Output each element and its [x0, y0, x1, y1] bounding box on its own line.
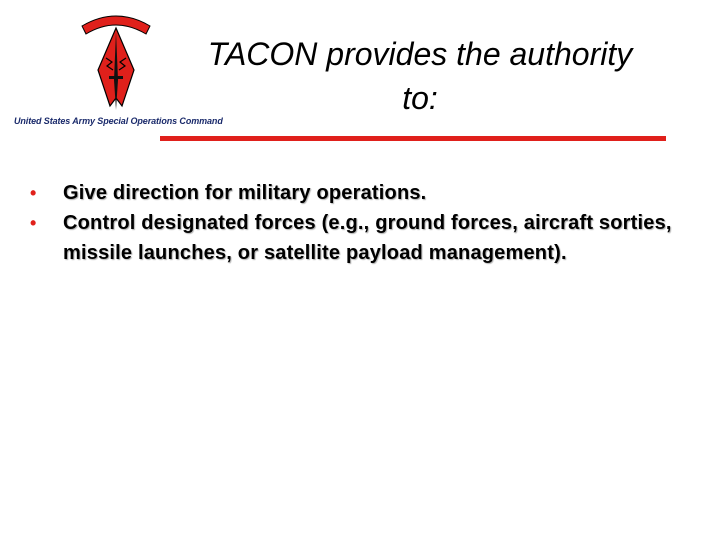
bullet-dot-icon: • [30, 183, 37, 203]
bullet-text: Give direction for military operations. [63, 182, 427, 204]
bullet-item [30, 208, 700, 268]
ussocom-logo [76, 10, 156, 112]
slide-title [150, 32, 690, 120]
bullet-dot-icon: • [30, 213, 37, 233]
bullet-text: Control designated forces (e.g., ground forces, aircraft sorties, missile launches, or satellite payload management). [63, 212, 672, 264]
bullet-item [30, 178, 700, 208]
bullet-list [30, 178, 700, 268]
title-line-2: to: [402, 80, 438, 116]
arrowhead-dagger-icon [76, 10, 156, 112]
organization-name: United States Army Special Operations Command [14, 116, 223, 126]
title-divider [160, 136, 666, 141]
title-line-1: TACON provides the authority [207, 36, 633, 72]
